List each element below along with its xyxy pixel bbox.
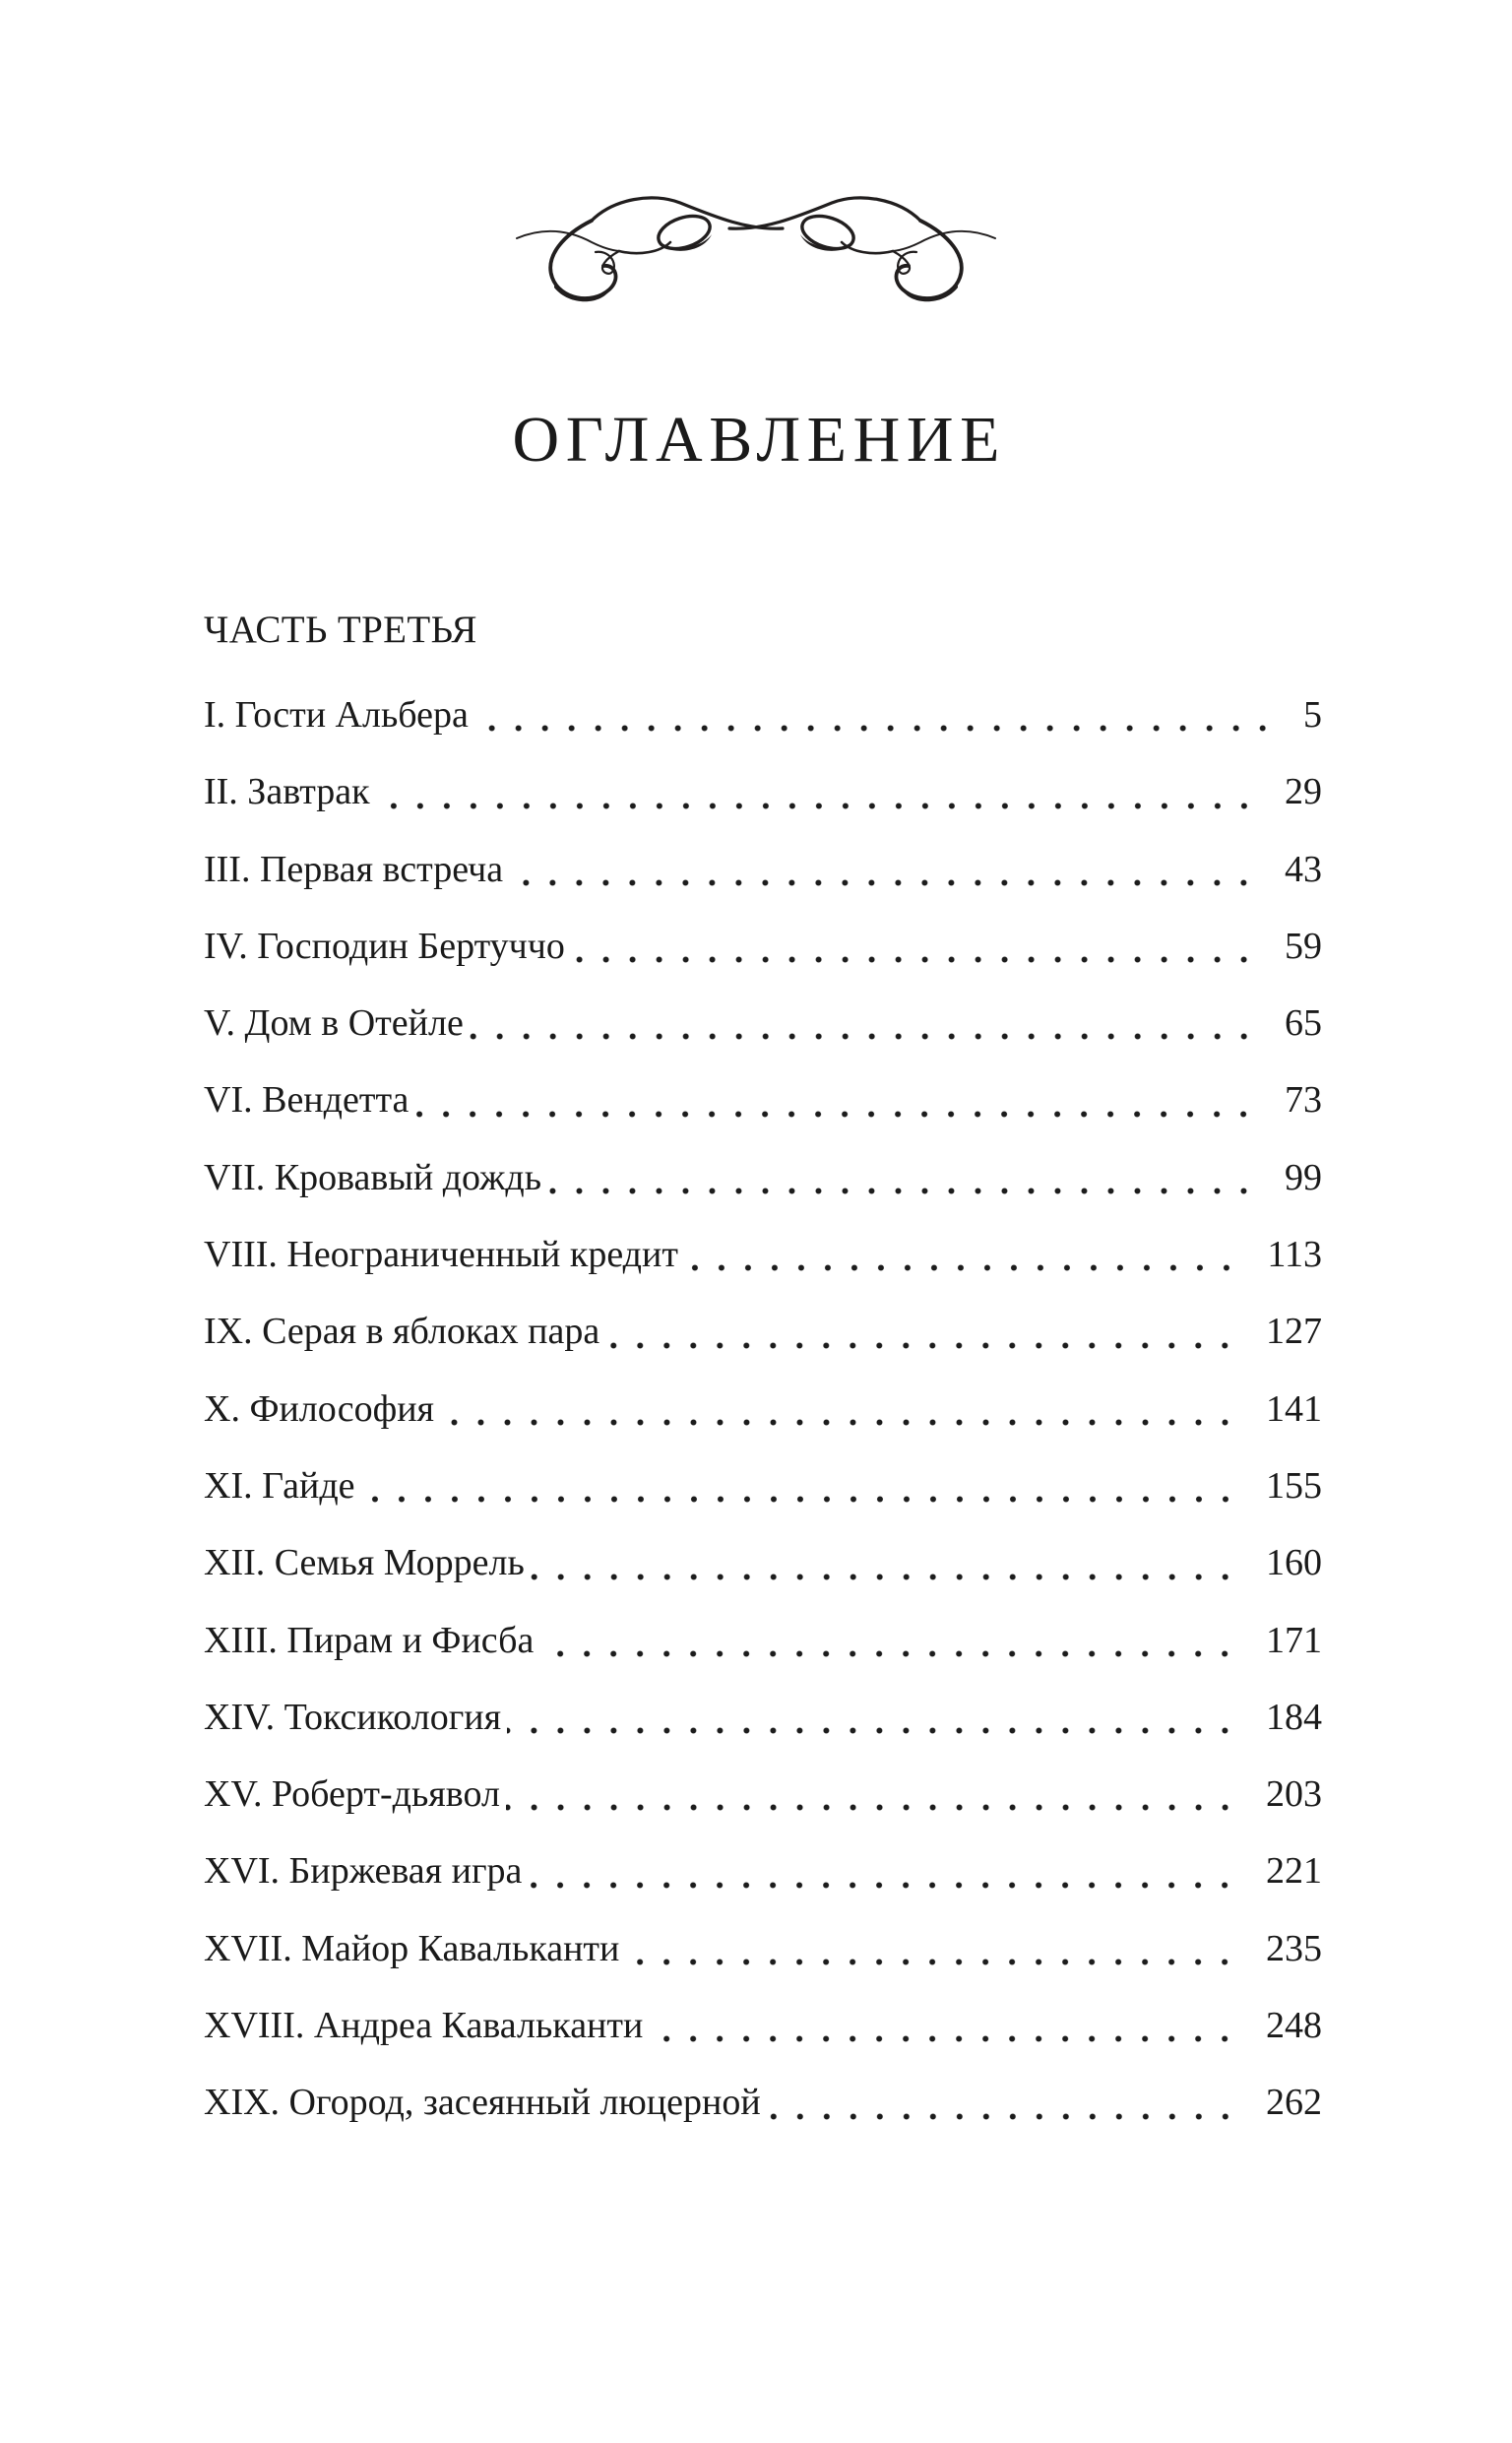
toc-entry-title: XVII. Майор Кавальканти [204, 1927, 620, 1969]
table-of-contents [204, 676, 1322, 2142]
toc-entry-page: 127 [1266, 1311, 1322, 1353]
dot-leader [470, 985, 1261, 1061]
toc-entry-title: V. Дом в Отейле [204, 1002, 464, 1045]
toc-entry-page: 155 [1266, 1464, 1322, 1507]
dot-leader [506, 1756, 1242, 1832]
toc-entry-page: 141 [1266, 1387, 1322, 1430]
toc-entry-title: XVI. Биржевая игра [204, 1850, 523, 1893]
toc-entry-page: 99 [1285, 1156, 1322, 1198]
toc-entry [204, 753, 1322, 830]
dot-leader [539, 1602, 1242, 1679]
toc-entry-title: VIII. Неограниченный кредит [204, 1234, 678, 1276]
toc-entry [204, 2064, 1322, 2141]
toc-entry-page: 221 [1266, 1850, 1322, 1893]
toc-entry-page: 171 [1266, 1619, 1322, 1661]
dot-leader [625, 1910, 1242, 1987]
toc-entry-page: 248 [1266, 2005, 1322, 2047]
toc-entry-page: 203 [1266, 1773, 1322, 1816]
dot-leader [507, 1679, 1242, 1756]
toc-entry [204, 831, 1322, 908]
dot-leader [649, 1987, 1242, 2064]
toc-entry-page: 65 [1285, 1002, 1322, 1045]
toc-entry-title: III. Первая встреча [204, 848, 504, 890]
part-heading: ЧАСТЬ ТРЕТЬЯ [204, 609, 477, 651]
flourish-ornament-icon [515, 195, 997, 305]
dot-leader [528, 1832, 1242, 1909]
dot-leader [414, 1061, 1261, 1138]
toc-entry-title: II. Завтрак [204, 771, 370, 813]
toc-entry-title: XIV. Токсикология [204, 1696, 502, 1738]
dot-leader [531, 1524, 1242, 1601]
dot-leader [509, 831, 1261, 908]
toc-entry-title: XI. Гайде [204, 1464, 355, 1507]
toc-entry-title: XVIII. Андреа Кавальканти [204, 2005, 644, 2047]
toc-entry-page: 29 [1285, 771, 1322, 813]
dot-leader [767, 2064, 1242, 2141]
dot-leader [684, 1216, 1243, 1293]
toc-entry [204, 1524, 1322, 1601]
toc-entry [204, 908, 1322, 985]
dot-leader [440, 1371, 1242, 1447]
toc-entry [204, 1061, 1322, 1138]
toc-entry [204, 1832, 1322, 1909]
toc-entry-page: 5 [1303, 694, 1322, 736]
toc-entry-title: XIX. Огород, засеянный люцерной [204, 2082, 761, 2124]
toc-entry-title: IV. Господин Бертуччо [204, 925, 565, 967]
toc-entry-title: IX. Серая в яблоках пара [204, 1311, 600, 1353]
toc-entry [204, 1293, 1322, 1370]
toc-entry [204, 1987, 1322, 2064]
toc-entry-page: 113 [1267, 1234, 1322, 1276]
dot-leader [361, 1447, 1242, 1524]
toc-entry [204, 985, 1322, 1061]
dot-leader [547, 1139, 1261, 1216]
toc-entry-page: 160 [1266, 1542, 1322, 1584]
toc-entry-title: X. Философия [204, 1387, 435, 1430]
toc-entry-title: VI. Вендетта [204, 1079, 410, 1122]
dot-leader [474, 676, 1280, 753]
toc-entry-page: 43 [1285, 848, 1322, 890]
toc-entry-title: XV. Роберт-дьявол [204, 1773, 500, 1816]
toc-entry-page: 235 [1266, 1927, 1322, 1969]
toc-entry-title: XIII. Пирам и Фисба [204, 1619, 535, 1661]
toc-entry [204, 1602, 1322, 1679]
toc-entry-title: XII. Семья Моррель [204, 1542, 525, 1584]
toc-entry [204, 1679, 1322, 1756]
toc-entry-page: 184 [1266, 1696, 1322, 1738]
dot-leader [571, 908, 1261, 985]
toc-entry [204, 1447, 1322, 1524]
toc-entry [204, 1756, 1322, 1832]
toc-entry-title: VII. Кровавый дождь [204, 1156, 542, 1198]
toc-entry-page: 73 [1285, 1079, 1322, 1122]
toc-entry-page: 59 [1285, 925, 1322, 967]
dot-leader [605, 1293, 1242, 1370]
dot-leader [376, 753, 1261, 830]
toc-entry-page: 262 [1266, 2082, 1322, 2124]
toc-entry-title: I. Гости Альбера [204, 694, 469, 736]
toc-entry [204, 1139, 1322, 1216]
toc-entry [204, 1910, 1322, 1987]
page-title: ОГЛАВЛЕНИЕ [512, 404, 1007, 476]
toc-entry [204, 1371, 1322, 1447]
toc-entry [204, 676, 1322, 753]
toc-entry [204, 1216, 1322, 1293]
